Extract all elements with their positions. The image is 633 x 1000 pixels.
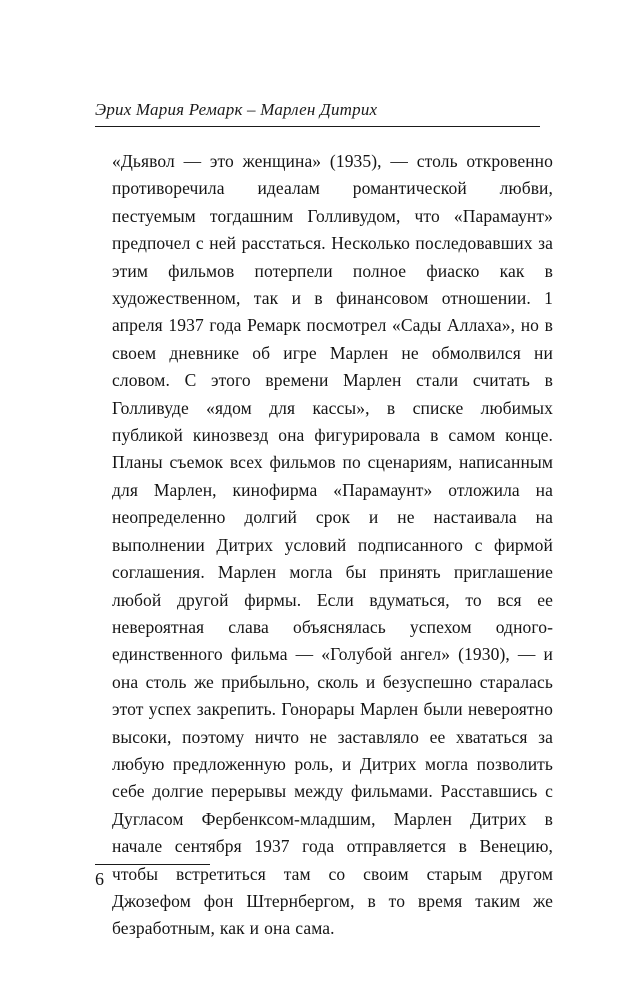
footer-divider xyxy=(95,864,210,865)
page-footer xyxy=(95,864,210,890)
running-head: Эрих Мария Ремарк – Марлен Дитрих xyxy=(95,100,378,119)
page-number: 6 xyxy=(95,869,104,889)
body-paragraph: «Дьявол — это женщина» (1935), — столь откровенно противоречила идеалам романтической любви, пестуемым тогдашним Голливудом, что «Парамаунт» предпочел с ней расстаться. Несколько последовавших за этим фильмов потерпели полное фиаско как в художественном, так и в финансовом отношении. 1 апреля 1937 года Ремарк посмотрел «Сады Аллаха», но в своем дневнике об игре Марлен не обмолвился ни словом. С этого времени Марлен стали считать в Голливуде «ядом для кассы», в списке любимых публикой кинозвезд она фигурировала в самом конце. Планы съемок всех фильмов по сценариям, написанным для Марлен, кинофирма «Парамаунт» отложила на неопределенно долгий срок и не настаивала на выполнении Дитрих условий подписанного с фирмой соглашения. Марлен могла бы принять приглашение любой другой фирмы. Если вдуматься, то вся ее невероятная слава объяснялась успехом одного-единственного фильма — «Голубой ангел» (1930), — и она столь же прибыльно, сколь и безуспешно старалась этот успех закрепить. Гонорары Марлен были невероятно высоки, поэтому ничто не заставляло ее хвататься за любую предложенную роль, и Дитрих могла позволить себе долгие перерывы между фильмами. Расставшись с Дугласом Фербенксом-младшим, Марлен Дитрих в начале сентября 1937 года отправляется в Венецию, чтобы встретиться там со своим старым другом Джозефом фон Штернбергом, в то время таким же безработным, как и она сама. xyxy=(112,151,553,939)
page-header xyxy=(95,100,540,127)
header-divider xyxy=(95,126,540,127)
